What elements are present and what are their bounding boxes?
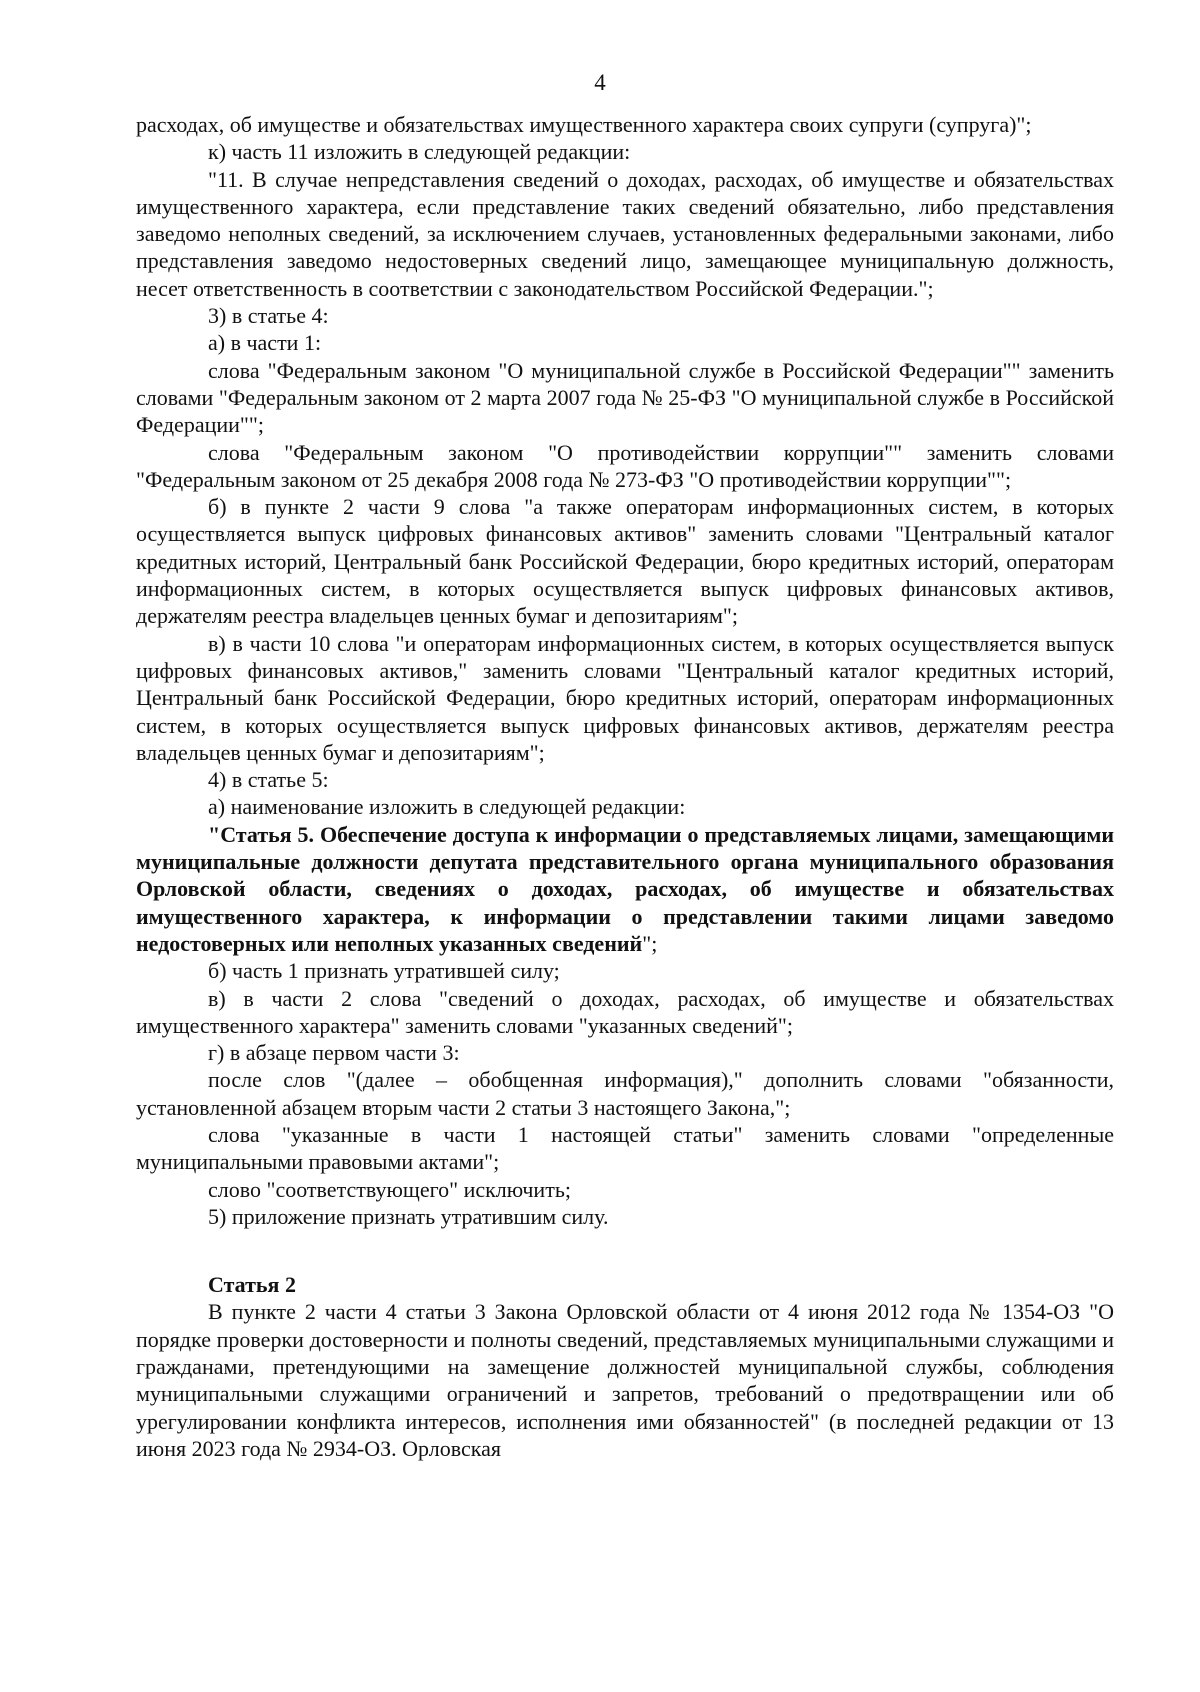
paragraph: слово "соответствующего" исключить;	[208, 1176, 571, 1202]
paragraph: "11. В случае непредставления сведений о доходах, расходах, об имуществе и обязательствах имущественного характера, если представление таких сведений обязательно, либо представления заведомо неполных сведений, за исключением случаев, установленных федеральными законами, либо представления заведомо недостоверных сведений лицо, замещающее муниципальную должность, несет ответственность в соответствии с законодательством Российской Федерации.";	[136, 166, 1114, 301]
paragraph: г) в абзаце первом части 3:	[208, 1040, 460, 1066]
paragraph: слова "Федеральным законом "О муниципальной службе в Российской Федерации"" заменить словами "Федеральным законом от 2 марта 2007 года № 25-ФЗ "О муниципальной службе в Российской Федерации"";	[136, 357, 1114, 438]
paragraph: слова "указанные в части 1 настоящей статьи" заменить словами "определенные муниципальными правовыми актами";	[136, 1121, 1114, 1175]
bold-heading-text: "Статья 5. Обеспечение доступа к информации о представляемых лицами, замещающими муниципальные должности депутата представительного органа муниципального образования Орловской области, сведениях о доходах, расходах, об имуществе и обязательствах имущественного характера, к информации о представлении такими лицами заведомо недостоверных или неполных указанных сведений	[136, 821, 1114, 956]
paragraph: после слов "(далее – обобщенная информация)," дополнить словами "обязанности, установленной абзацем вторым части 2 статьи 3 настоящего Закона,";	[136, 1067, 1114, 1120]
paragraph: а) в части 1:	[208, 330, 322, 356]
article-2-text: В пункте 2 части 4 статьи 3 Закона Орловской области от 4 июня 2012 года № 1354-ОЗ "О порядке проверки достоверности и полноты сведений, представляемых муниципальными служащими и гражданами, претендующими на замещение должностей муниципальной службы, соблюдения муниципальными служащими ограничений и запретов, требований о предотвращении или об урегулировании конфликта интересов, исполнения ими обязанностей" (в последней редакции от 13 июня 2023 года № 2934-ОЗ. Орловская	[136, 1299, 1114, 1461]
bold-heading-tail: ";	[642, 930, 658, 956]
paragraph: в) в части 2 слова "сведений о доходах, расходах, об имуществе и обязательствах имущественного характера" заменить словами "указанных сведений";	[136, 985, 1114, 1038]
paragraph: 4) в статье 5:	[208, 767, 329, 793]
paragraph: расходах, об имуществе и обязательствах имущественного характера своих супруги (супруга)";	[136, 112, 1032, 137]
article-5-new-title	[136, 821, 1114, 957]
paragraph: а) наименование изложить в следующей редакции:	[208, 794, 686, 820]
article-2-title: Статья 2	[208, 1272, 296, 1298]
paragraph: 5) приложение признать утратившим силу.	[208, 1203, 609, 1229]
document-body	[136, 111, 1114, 1462]
paragraph: к) часть 11 изложить в следующей редакции:	[208, 139, 631, 165]
paragraph: в) в части 10 слова "и операторам информационных систем, в которых осуществляется выпуск цифровых финансовых активов," заменить словами "Центральный каталог кредитных историй, Центральный банк Российской Федерации, бюро кредитных историй, операторам информационных систем, в которых осуществляется выпуск цифровых финансовых активов, держателям реестра владельцев ценных бумаг и депозитариям";	[136, 630, 1114, 765]
paragraph: б) в пункте 2 части 9 слова "а также операторам информационных систем, в которых осуществляется выпуск цифровых финансовых активов" заменить словами "Центральный каталог кредитных историй, Центральный банк Российской Федерации, бюро кредитных историй, операторам информационных систем, в которых осуществляется выпуск цифровых финансовых активов, держателям реестра владельцев ценных бумаг и депозитариям";	[136, 494, 1114, 629]
page-number: 4	[594, 70, 606, 95]
paragraph: б) часть 1 признать утратившей силу;	[208, 958, 560, 984]
section-spacer	[136, 1230, 1114, 1271]
paragraph: 3) в статье 4:	[208, 303, 329, 329]
paragraph: слова "Федеральным законом "О противодействии коррупции"" заменить словами "Федеральным законом от 25 декабря 2008 года № 273-ФЗ "О противодействии коррупции"";	[136, 439, 1114, 492]
